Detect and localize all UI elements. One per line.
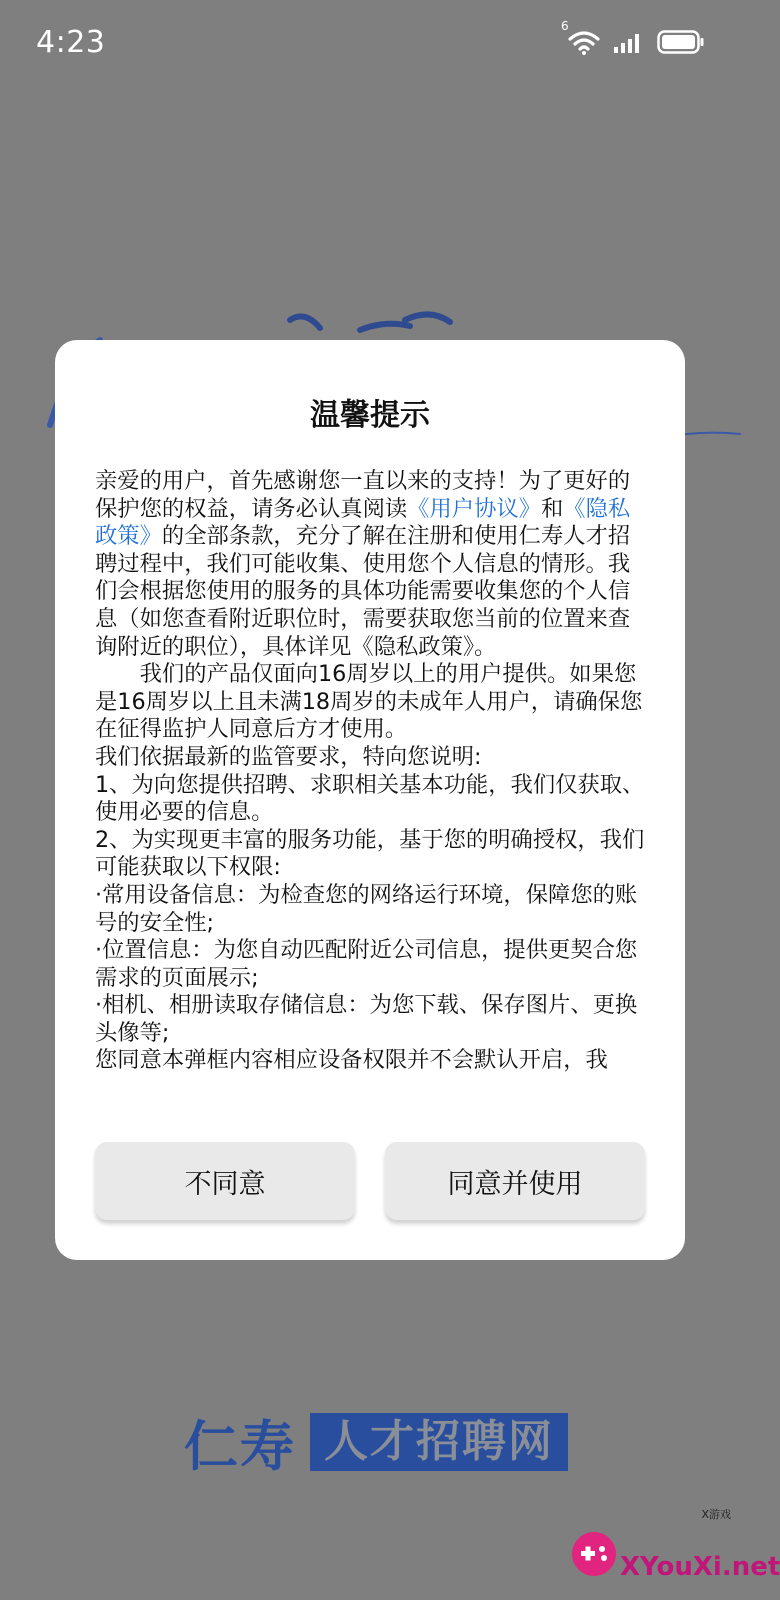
dialog-body[interactable]: [95, 468, 650, 1105]
and-text: 和: [540, 495, 564, 522]
gamepad-icon: [568, 1528, 620, 1580]
privacy-policy-link[interactable]: 《隐私政策》: [95, 495, 631, 550]
disagree-button[interactable]: 不同意: [95, 1142, 355, 1220]
signal-icon: [613, 30, 645, 54]
permission-item: ·相机、相册读取存储信息：为您下载、保存图片、更换头像等;: [95, 992, 638, 1046]
brand-name-left: 仁寿: [184, 1414, 296, 1478]
consent-text: 您同意本弹框内容相应设备权限并不会默认开启，我: [95, 1047, 608, 1074]
status-time: 4:23: [36, 24, 106, 60]
intro-paragraph: [95, 468, 650, 661]
network-badge: 6: [561, 19, 569, 33]
list-item: 1、为向您提供招聘、求职相关基本功能，我们仅获取、使用必要的信息。: [95, 771, 645, 826]
brand-name-right: 人才招聘网: [310, 1413, 568, 1471]
wifi-icon: [561, 19, 601, 55]
privacy-dialog: [55, 340, 685, 1260]
site-watermark: [568, 1500, 780, 1600]
permission-item: ·常用设备信息：为检查您的网络运行环境，保障您的账号的安全性;: [95, 881, 638, 936]
dialog-title: 温馨提示: [310, 398, 430, 433]
agree-and-use-button[interactable]: 同意并使用: [385, 1142, 645, 1220]
intro-text: 亲爱的用户，首先感谢您一直以来的支持！为了更好的保护您的权益，请务必认真阅读: [95, 468, 631, 522]
status-bar: [0, 0, 741, 84]
watermark-site-text: XYouXi.net: [620, 1552, 780, 1582]
brand-logo: [184, 1410, 568, 1478]
status-icons: [561, 19, 705, 55]
watermark-small-text: X游戏: [701, 1508, 731, 1521]
intro-text-continued: 的全部条款，充分了解在注册和使用仁寿人才招聘过程中，我们可能收集、使用您个人信息的情形。我们会根据您使用的服务的具体功能需要收集您的个人信息（如您查看附近职位时，需要获取您当前的位置来查询附近的职位），具体详见《隐私政策》。: [95, 523, 631, 660]
regulation-intro: 我们依据最新的监管要求，特向您说明:: [95, 743, 482, 770]
age-notice: 我们的产品仅面向16周岁以上的用户提供。如果您是16周岁以上且未满18周岁的未成年人用户，请确保您在征得监护人同意后方才使用。: [95, 661, 643, 743]
list-item: 2、为实现更丰富的服务功能，基于您的明确授权，我们可能获取以下权限:: [95, 826, 645, 881]
user-agreement-link[interactable]: 《用户协议》: [407, 495, 541, 522]
battery-icon: [657, 29, 705, 55]
permission-item: ·位置信息：为您自动匹配附近公司信息，提供更契合您需求的页面展示;: [95, 937, 638, 991]
